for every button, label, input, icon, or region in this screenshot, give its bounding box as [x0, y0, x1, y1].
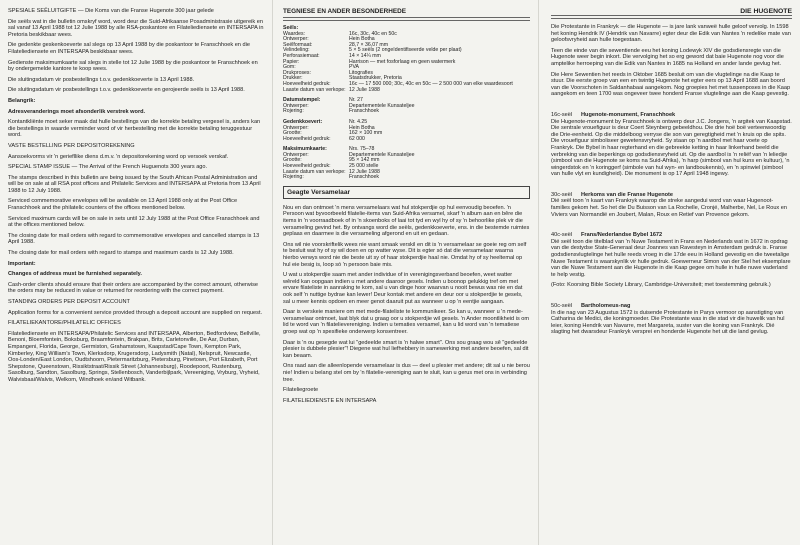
stamp-16c-text: Die Hugenote-monument by Franschhoek is ontwerp deur J.C. Jongens, 'n argitek van Kaapstad. Die sentrale vrouefiguur is deur Coert Steynberg gebeeldhou. Die drie hoë boë verteenwoordig die Drie-eenheid. Op die middelboog verryse die son van geregtigheid met 'n kruis op die spits. Die vrouefiguur simboliseer gewetensvryheid. Sy staan op 'n aardbol met haar voete op Frankryk. Die Bybel in haar regterhand en die gebreekte ketting in haar linkerhand beeld die verbreking van die beperkings op godsdiensvryheid uit. Op die aardbol is 'n reliëf van 'n leliedjie (simbool van die Hugenote se koms na Suid-Afrika), 'n harp (simbool van hul kuns en kultuur), 'n wingerdstok en 'n koringgerf (simbole van hul wyn- en landboukennis), en 'n spinwiel (simbool van hulle vlyt en kundigheid). Die monument is op 17 April 1948 ingewy.: [551, 118, 792, 178]
paragraph: The stamps described in this bulletin are being issued by the South African Postal Administration and will be on sale at all RSA post offices and Philatelic Services and INTERSAPA at Pretoria from 13 April 1988 to 12 July 1988.: [8, 174, 261, 194]
column-right: [538, 0, 800, 545]
letter-paragraph: Ons wil nie voorskriftelik wees nie want smaak verskil en dit is 'n versamelaar se goeie reg om self te besluit wat hy of sy wil doen en op watter wyse. Dit is egter só dat die versamelaar waarna hierbo verwys word nie die beste uit sy of haar stokperdjie haal nie. Omdat hy of sy heeltemal op hul eie besig is, loop só 'n persoon baie mis.: [283, 241, 527, 268]
standing-order-heading-en: STANDING ORDERS PER DEPOSIT ACCOUNT: [8, 299, 130, 305]
spec-row: Velindeling: 5 × 5 seëls (2 ongeïdentifiseerde velde per plaat): [283, 47, 462, 54]
letter-paragraph: Daar is 'n ou gesegde wat lui "gedeelde smart is 'n halwe smart". Ons sou graag wou sê "gedeelde plesier is dubbele plesier"! Diegene wat hul liefhebbery in samewerking met andere beoefen, sal dit kan beaam.: [283, 339, 529, 359]
spec-row: Gom: PVA: [283, 64, 359, 71]
huguenots-title: DIE HUGENOTE: [740, 8, 792, 15]
paragraph: Die seëls wat in die bulletin omskryf word, word deur die Suid-Afrikaanse Posadministrasie uitgereik en sal vanaf 13 April 1988 tot 12 Julie 1988 by alle RSA-poskantore en Filateliediensete en INTERSAPA in Pretoria beskikbaar wees.: [8, 18, 264, 38]
special-issue-heading-af: SPESIALE SEËLUITGIFTE — Die Koms van die Franse Hugenote 300 jaar gelede: [8, 8, 214, 14]
philatelic-offices-list: Filateliediensete en INTERSAPA/Philatelic Services and INTERSAPA, Alberton, Bedfordview, Bellville, Benoni, Bloemfontein, Boksburg, Braamfontein, Brakpan, Brits, Carletonville, De Aar, Durban, Empangeni, Florida, George, Germiston, Grahamstown, Kaapstad/Cape Town, Kempton Park, Kimberley, King William's Town, Klerksdorp, Krugersdorp, Ladysmith (Natal), Nelspruit, Newcastle, Oos-Londen/East London, Oudtshoorn, Pietermaritzburg, Pietersburg, Pinetown, Port Elizabeth, Port Shepstone, Queenstown, Rissiktstraat/Rissik Street (Johannesburg), Roodepoort, Rustenburg, Sasolburg, Sandton, Sasolburg, Springs, Stellenbosch, Vanderbijlpark, Vereeniging, Vryburg, Vryheid, Walvisbaai/Walvis, Welkom, Windhoek en/and Witbank.: [8, 330, 261, 383]
paragraph: Die gedenkte geskenkoeverte sal slegs op 13 April 1988 by die poskantoor te Franschhoek en die Filateliediensete en INTERSAPA beskikbaar wees.: [8, 42, 250, 55]
double-rule: [551, 15, 792, 19]
stamp-40c-text: Dié seël toon die titelblad van 'n Nuwe Testament in Frans en Nederlands wat in 1672 in opdrag van die destydse State-Generaal deur Joannes van Ravesteyn in Amsterdam gedruk is. Franse godsdiensvlugtelinge het hulle reeds vroeg in die 17de eeu in Holland gevestig en die tweetalige Nuwe Testament is waarskynlik vir hulle gedruk. Goewerneur Simon van der Stel het eksemplare van die Nuwe Testament aan die Hugenote in die Kaap gegee om hulle in hulle nuwe vaderland te help vestig.: [551, 238, 791, 278]
dear-collector-box: [283, 186, 530, 199]
spec-row: Seëlformaat: 28,7 × 36,07 mm: [283, 41, 389, 48]
spec-row: Gedenkkoevert: Nr. 4.25: [283, 118, 368, 125]
spec-row: Papier: Harrison — met fosforlaag en geen watermerk: [283, 58, 456, 65]
stamp-40c-heading: 40c-seël Frans/Nederlandse Bybel 1672: [551, 232, 663, 239]
stamps-spec-block: [283, 26, 530, 93]
stamp-50c-text: In die nag van 23 Augustus 1572 is duisende Protestante in Parys vermoor op aanstigting van Catharina de Medici, die koningmoeder. Die Protestante was in die stad vir die huwelik van hul leier, koning Hendrik van Navarre, met Margareta, suster van die koning van Frankryk. Dié slagting het dwarsdeur Frankryk versprei en honderde Hugenote het uit die land gevlug.: [551, 309, 785, 336]
paragraph: Aansoekvorms vir 'n geriefllike diens d.m.v. 'n depositorekening word op versoek verskaf.: [8, 153, 229, 160]
maxcard-spec-block: [283, 147, 530, 181]
paragraph: Kontantkliënte moet seker maak dat hulle bestellings van die korrekte betaling vergesel is, anders kan die bestellings in waarde verminder word of vir herbestelling met die korrekte betaling teruggestuur word.: [8, 119, 261, 139]
address-change-notice-en: Changes of address must be furnished separately.: [8, 271, 142, 278]
spec-row: Rojering: Franschhoek: [283, 108, 379, 115]
signature-org: FILATELIEDIENSTE EN INTERSAPA: [283, 397, 377, 404]
paragraph: Die sluitingsdatum vir posbestellings t.o.v. gedenkkoeverte is 13 April 1988.: [8, 76, 195, 83]
spec-row: Rojering: Franschhoek: [283, 174, 379, 181]
spec-row: Hoeveelheid gedruk: 16c — 17 500 000; 30c, 40c en 50c — 2 500 000 van elke waardesoort: [283, 80, 513, 87]
stamps-label: Seëls:: [283, 25, 299, 31]
column-left: [0, 0, 272, 545]
letter-paragraph: Ons raad aan die alleenlopende versamelaar is dus — deel u plesier met andere; dit sal u nie berou nie! Indien u belang stel om by 'n filatelie-vereniging aan te sluit, kan u gerus met ons in verbinding tree.: [283, 363, 530, 383]
closing-greeting: Filateliegroete: [283, 387, 319, 394]
spec-row: Ontwerper: Hein Botha: [283, 36, 375, 43]
spec-row: Ontwerper: Departementele Kunsateljee: [283, 151, 415, 158]
stamp-16c-heading: 16c-seël Hugenote-monument, Franschhoek: [551, 111, 676, 118]
spec-row: Drukproses: Litografies: [283, 69, 373, 76]
spec-row: Laaste datum van verkope: 12 Julie 1988: [283, 86, 380, 93]
paragraph: Gedienste maksimumkaarte sal slegs in stelle tot 12 Julie 1988 by die poskantoor te Franschhoek en by ondergemelde kantore te koop wees.: [8, 59, 258, 73]
intro-paragraph: Die Protestante in Frankryk — die Hugenote — is jare lank vanweë hulle geloof vervolg. In 1598 het koning Hendrik IV (Hendrik van Navarre) egter deur die Edik van Nantes 'n redelike mate van geloofsvryheid aan hulle toegestaan.: [551, 24, 791, 44]
paragraph: Application forms for a convenient service provided through a deposit account are supplied on request.: [8, 309, 263, 316]
paragraph: The closing date for mail orders with regard to stamps and maximum cards is 12 July 1988.: [8, 250, 234, 257]
spec-row: Perforasiemaat: 14 × 14¼ mm: [283, 52, 381, 59]
spec-row: Grootte: 162 × 100 mm: [283, 130, 383, 137]
spec-row: Laaste datum van verkope: 12 Julie 1988: [283, 168, 380, 175]
technical-details-title: TEGNIESE EN ANDER BESONDERHEDE: [283, 8, 406, 15]
spec-row: Grootte: 95 × 142 mm: [283, 157, 380, 164]
dear-collector-title: Geagte Versamelaar: [287, 188, 351, 196]
intro-paragraph: Die Here Sewentien het reeds in Oktober 1685 besluit om van die vlugtelinge na die Kaap te stuur. Die eerste groep van een en twintig Hugenote het egter eers op 13 April 1688 aan boord van die Voorschoten in Saldanhabaai aangekom. Nog groepies het met tussenposes in die Kaap aangekom en teen 1700 was ongeveer twee honderd Franse vlugtelinge aan die Kaap gevestig.: [551, 71, 791, 98]
spec-row: Hoeveelheid gedruk: 25 000 stelle: [283, 163, 379, 170]
intro-paragraph: Teen die einde van die sewentiende eeu het koning Lodewyk XIV die godsdiensregte van die Hugenote weer begin inkort. Die vervolging het so erg geword dat baie Hugenote nog voor die amptelike herroeping van die Edik van Nantes in 1685 na Holland en ander lande gevlug het.: [551, 47, 784, 67]
address-change-notice-af: Adresveranderings moet afsonderlik verstrek word.: [8, 108, 146, 115]
philatelic-offices-heading: FILATELIEKANTORE/PHILATELIC OFFICES: [8, 320, 121, 327]
paragraph: Serviced maximum cards will be on sale in sets until 12 July 1988 at the Post Office Franschhoek and at the offices mentioned below.: [8, 215, 260, 229]
important-label-en: Important:: [8, 260, 36, 267]
spec-row: Datumstempel: Nr. 27: [283, 97, 363, 104]
spec-row: Ontwerper: Hein Botha: [283, 124, 375, 131]
special-issue-heading-en: SPECIAL STAMP ISSUE — The Arrival of the French Huguenots 300 years ago.: [8, 164, 208, 171]
spec-row: Maksimumkaarte: Nrs. 75–78: [283, 146, 375, 153]
letter-paragraph: Nou en dan ontmoet 'n mens versamelaars wat hul stokperdjie op hul eenvoudig beoefen. 'n Persoon wat byvoorbeeld filatelie-items van Suid-Afrika versamel, skarf 'n album aan en bêre die items in 'n voorraadboek of in 'n skoenboks of laai tot tyd en wyl hy of sy 'n behoorlike plek vir die versameling gevind het. By ontvangs word die seëls, gedenkkoeverte, ens. in die bestemde ruimtes geplaas en daarmee is die versameling afgerond en uit en gedaan.: [283, 204, 530, 238]
stamp-50c-heading: 50c-seël Bartholomeus-nag: [551, 303, 631, 309]
spec-row: Drukker: Staatsdrukker, Pretoria: [283, 75, 402, 82]
spec-row: Ontwerper: Departementele Kunsateljee: [283, 102, 415, 109]
datestamp-spec-block: [283, 98, 530, 115]
paragraph: Serviced commemorative envelopes will be available on 13 April 1988 only at the Post Office Franschhoek and the philatelic counters of the offices mentioned below.: [8, 198, 238, 212]
spec-row: Hoeveelheid gedruk: 62 000: [283, 135, 365, 142]
stamp-30c-heading: 30c-seël Herkoms van die Franse Hugenote: [551, 191, 674, 198]
column-middle: [272, 0, 538, 545]
paragraph: Cash-order clients should ensure that their orders are accompanied by the correct amount, otherwise the orders may be reduced in value or returned for reordering with the correct payment.: [8, 281, 258, 295]
stamp-30c-text: Dié seël toon 'n kaart van Frankryk waarop die streke aangedui word van waar Hugenoot-families gekom het. So het die Du Buisson van La Rochelle, Cronjé, Malherbe, Nel, Le Roux en Viviers van Normandië en Joubert, Malan, Roux en Retief van Provence gekom.: [551, 198, 787, 218]
paragraph: The closing date for mail orders with regard to commemorative envelopes and cancelled stamps is 13 April 1988.: [8, 232, 260, 246]
double-rule: [283, 17, 530, 21]
important-label-af: Belangrik:: [8, 97, 36, 104]
paragraph: Die sluitingsdatum vir posbestellings t.o.v. gedenkkoeverte en gerojeerde seëls is 13 April 1988.: [8, 87, 245, 94]
letter-paragraph: U wat u stokperdjie saam met ander individue of in verenigingsverband beoefen, weet watter wêreld kan oopgaan indien u met andere daaroor gesels. Indien u boonop gelukkig tref om met ervare filateliste in aanraking te kom, sal u van dinge hoor waarvan u nooit bewus was nie en dat ook self 'n nuttige bydrae kan lewer! Deur kontak met andere en deur oor u stokperdjie te gesels, sal u meer kennis opdoen en meer genot daaruit put as wanneer u op 'n eentjie aangaan.: [283, 272, 523, 305]
spec-row: Waardes: 16c, 30c, 40c en 50c: [283, 30, 397, 37]
photo-credit: (Foto: Koorsing Bible Society Library, Cambridge-Universiteit; met toestemming gebruik.): [551, 282, 771, 289]
envelope-spec-block: [283, 120, 530, 142]
letter-paragraph: Daar is verskeie maniere om met mede-filateliste te kommunikeer. So kan u, wanneer u 'n mede-versamelaar ontmoet, laat blyk dat u graag oor u stokperdjie wil gesels. 'n Ander moontlikheid is om lid te word van 'n filatelievereniging. Indien u tematies versamel, kan u lid word van 'n tematiese groep wat op 'n spesifieke onderwerp konsentreer.: [283, 309, 530, 335]
standing-order-heading-af: VASTE BESTELLING PER DEPOSITOREKENING: [8, 142, 135, 149]
